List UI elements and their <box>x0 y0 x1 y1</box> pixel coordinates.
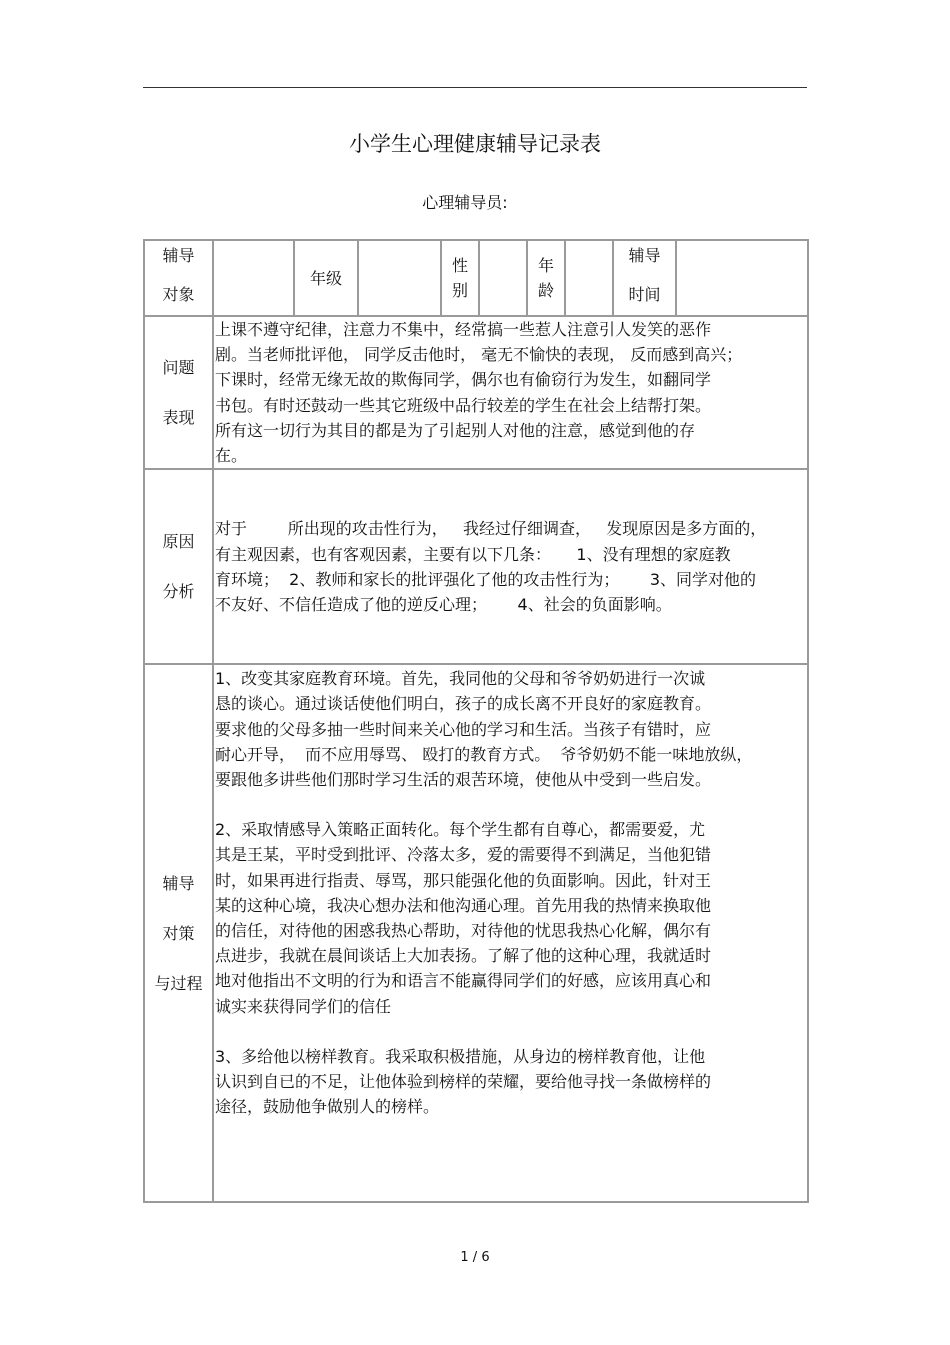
cause-label-cell <box>144 469 213 664</box>
problem-line: 上课不遵守纪律，注意力不集中，经常搞一些惹人注意引人发笑的恶作 <box>215 320 712 339</box>
strategy-label-cell <box>144 664 213 1202</box>
time-label-line1: 辅导 <box>628 246 661 265</box>
strategy-label-line1: 辅导 <box>162 873 195 893</box>
problem-label-line2: 表现 <box>162 408 195 428</box>
subject-label-cell <box>144 240 213 316</box>
strategy-line: 的信任，对待他的困惑我热心帮助，对待他的忧思我热心化解，偶尔有 <box>215 921 712 941</box>
strategy-label-line3: 与过程 <box>154 973 203 993</box>
strategy-row <box>144 664 808 1202</box>
header-row <box>144 240 808 316</box>
cause-line: 育环境； 2、教师和家长的批评强化了他的攻击性行为； 3、同学对他的 <box>215 569 757 589</box>
gender-value-cell[interactable] <box>479 240 527 316</box>
problem-label-cell <box>144 316 213 469</box>
age-label-cell <box>527 240 565 316</box>
strategy-label-line2: 对策 <box>162 923 195 943</box>
cause-line: 不友好、不信任造成了他的逆反心理； 4、社会的负面影响。 <box>215 594 672 614</box>
strategy-line: 1、改变其家庭教育环境。首先，我同他的父母和爷爷奶奶进行一次诚 <box>215 669 706 689</box>
strategy-line: 耐心开导， 而不应用辱骂、 殴打的教育方式。 爷爷奶奶不能一味地放纵， <box>215 744 753 764</box>
strategy-text-cell <box>213 664 808 1202</box>
problem-line: 书包。有时还鼓动一些其它班级中品行较差的学生在社会上结帮打架。 <box>215 395 712 415</box>
strategy-line: 点进步，我就在晨间谈话上大加表扬。了解了他的这种心理，我就适时 <box>215 946 712 966</box>
cause-row <box>144 469 808 664</box>
subject-value-cell[interactable] <box>213 240 294 316</box>
strategy-line: 要跟他多讲些他们那时学习生活的艰苦环境，使他从中受到一些启发。 <box>215 770 712 790</box>
cause-line: 对于 所出现的攻击性行为， 我经过仔细调查， 发现原因是多方面的， <box>215 519 767 539</box>
problem-label-line1: 问题 <box>162 358 195 378</box>
time-label-line2: 时间 <box>628 285 661 304</box>
counselor-label: 心理辅导员: <box>422 193 508 212</box>
problem-line: 剧。当老师批评他， 同学反击他时， 毫无不愉快的表现， 反而感到高兴； <box>215 345 743 365</box>
strategy-line: 途径，鼓励他争做别人的榜样。 <box>215 1097 440 1117</box>
strategy-line: 恳的谈心。通过谈话使他们明白，孩子的成长离不开良好的家庭教育。 <box>215 694 712 714</box>
problem-row <box>144 316 808 469</box>
gender-label-line1: 性 <box>451 256 468 275</box>
record-table <box>143 239 809 1203</box>
grade-label: 年级 <box>309 268 342 288</box>
problem-line: 下课时，经常无缘无故的欺侮同学，偶尔也有偷窃行为发生，如翻同学 <box>215 370 712 390</box>
top-rule <box>143 87 807 88</box>
cause-text-cell <box>213 469 808 664</box>
strategy-line: 2、采取情感导入策略正面转化。每个学生都有自尊心，都需要爱，尤 <box>215 820 706 840</box>
paragraph-spacer <box>215 792 807 817</box>
age-value-cell[interactable] <box>565 240 613 316</box>
strategy-line: 3、多给他以榜样教育。我采取积极措施，从身边的榜样教育他，让他 <box>215 1046 706 1066</box>
strategy-line: 认识到自已的不足，让他体验到榜样的荣耀，要给他寻找一条做榜样的 <box>215 1072 712 1092</box>
paragraph-spacer <box>215 1019 807 1044</box>
grade-value-cell[interactable] <box>358 240 441 316</box>
time-value-cell[interactable] <box>676 240 808 316</box>
strategy-line: 地对他指出不文明的行为和语言不能赢得同学们的好感，应该用真心和 <box>215 971 712 991</box>
cause-label-line2: 分析 <box>162 582 195 602</box>
gender-label-line2: 别 <box>451 281 468 300</box>
time-label-cell <box>613 240 676 316</box>
age-label-line2: 龄 <box>537 281 554 300</box>
strategy-line: 时，如果再进行指责、辱骂，那只能强化他的负面影响。因此，针对王 <box>215 870 712 890</box>
strategy-line: 诚实来获得同学们的信任 <box>215 996 392 1016</box>
problem-line: 在。 <box>215 446 248 466</box>
subject-label-line1: 辅导 <box>162 246 195 265</box>
page-number: 1 / 6 <box>460 1250 490 1265</box>
strategy-line: 要求他的父母多抽一些时间来关心他的学习和生活。当孩子有错时，应 <box>215 719 712 739</box>
grade-label-cell <box>294 240 358 316</box>
age-label-line1: 年 <box>537 256 554 275</box>
cause-label-line1: 原因 <box>162 532 195 552</box>
problem-text-cell <box>213 316 808 469</box>
page-title: 小学生心理健康辅导记录表 <box>349 132 601 156</box>
subject-label-line2: 对象 <box>162 285 195 304</box>
gender-label-cell <box>441 240 479 316</box>
strategy-line: 其是王某，平时受到批评、冷落太多，爱的需要得不到满足，当他犯错 <box>215 845 712 865</box>
strategy-line: 某的这种心境，我决心想办法和他沟通心理。首先用我的热情来换取他 <box>215 895 712 915</box>
problem-line: 所有这一切行为其目的都是为了引起别人对他的注意，感觉到他的存 <box>215 420 696 440</box>
cause-line: 有主观因素，也有客观因素，主要有以下几条： 1、没有理想的家庭教 <box>215 544 731 564</box>
